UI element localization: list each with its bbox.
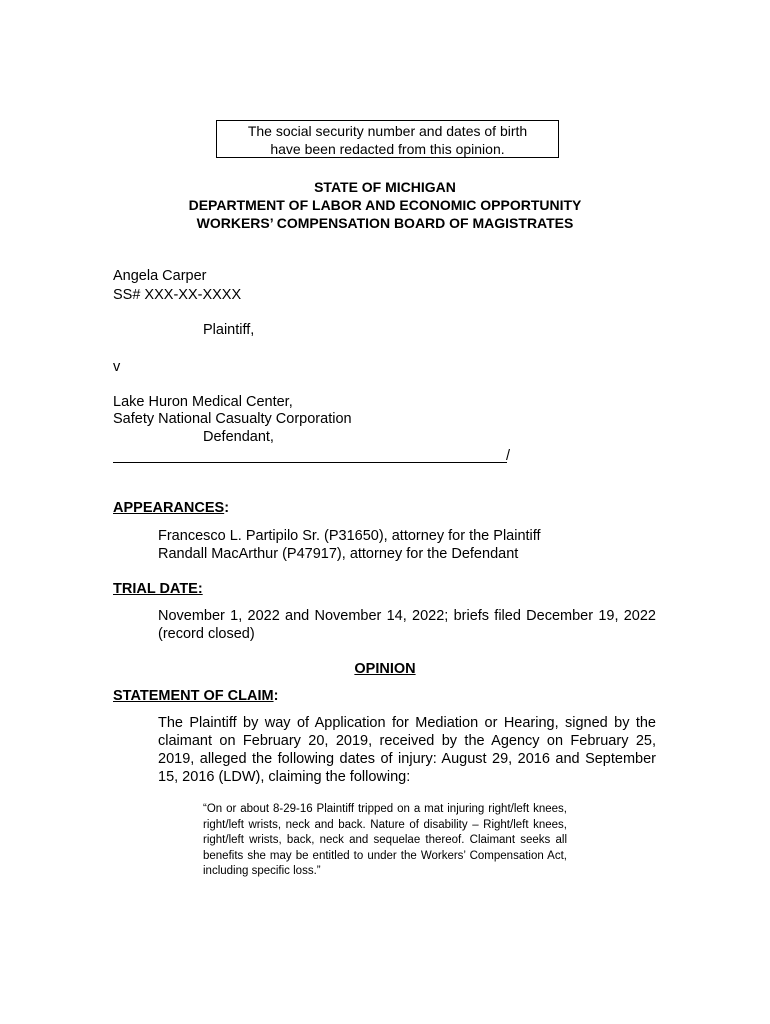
attorney-defendant: Randall MacArthur (P47917), attorney for the Defendant: [158, 546, 519, 562]
defendant-2: Safety National Casualty Corporation: [113, 411, 352, 427]
versus: v: [113, 359, 121, 375]
defendant-role: Defendant,: [203, 429, 274, 445]
statement-heading: STATEMENT OF CLAIM: [113, 688, 274, 704]
attorney-plaintiff: Francesco L. Partipilo Sr. (P31650), attorney for the Plaintiff: [158, 528, 541, 544]
appearances-heading: APPEARANCES: [113, 500, 225, 516]
redaction-notice: [216, 120, 559, 158]
opinion-heading: [0, 660, 770, 678]
plaintiff-role: Plaintiff,: [203, 322, 255, 338]
plaintiff-name: Angela Carper: [113, 268, 207, 284]
defendant-1: Lake Huron Medical Center,: [113, 394, 293, 410]
header-board: WORKERS’ COMPENSATION BOARD OF MAGISTRATES: [196, 215, 574, 231]
header-department: DEPARTMENT OF LABOR AND ECONOMIC OPPORTUNITY: [188, 197, 582, 213]
caption-slash: /: [506, 448, 511, 464]
redaction-notice-line-2: have been redacted from this opinion.: [270, 141, 505, 157]
trial-date-heading: TRIAL DATE:: [113, 581, 203, 597]
caption-rule: [113, 462, 507, 463]
appearances-colon: :: [224, 500, 230, 516]
claim-quote: “On or about 8-29-16 Plaintiff tripped on a mat injuring right/left knees, right/left wrists, neck and back. Nature of disability – Right/left knees, right/left wrists, back, neck and sequelae thereof. Claimant seeks all benefits she may be entitled to under the Workers’ Compensation Act, including specific loss.”: [203, 803, 567, 877]
header-state: STATE OF MICHIGAN: [314, 179, 456, 195]
statement-text: The Plaintiff by way of Application for Mediation or Hearing, signed by the claimant on February 20, 2019, received by the Agency on February 25, 2019, alleged the following dates of injury: August 29, 2016 and September 15, 2016 (LDW), claiming the following:: [158, 715, 656, 785]
appearances-heading-line: [113, 499, 229, 517]
statement-colon: :: [273, 688, 279, 704]
statement-heading-line: [113, 687, 278, 705]
redaction-notice-line-1: The social security number and dates of birth: [247, 123, 528, 139]
plaintiff-ssn: SS# XXX-XX-XXXX: [113, 287, 242, 303]
opinion-heading-text: OPINION: [354, 661, 416, 677]
trial-date-text: November 1, 2022 and November 14, 2022; briefs filed December 19, 2022 (record closed): [158, 608, 656, 642]
